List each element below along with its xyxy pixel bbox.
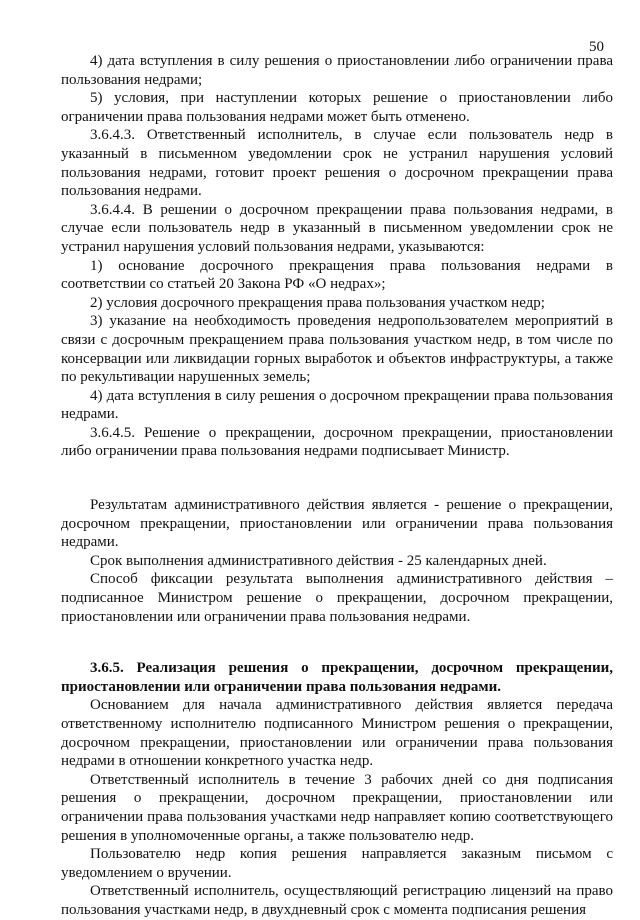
- paragraph: 4) дата вступления в силу решения о досрочном прекращении права пользования недрами.: [61, 387, 613, 423]
- paragraph: 3) указание на необходимость проведения недропользователем мероприятий в связи с досрочным прекращением права пользования участком недр, в том числе по консервации или ликвидации горных выработок и объектов инфраструктуры, а также по рекультивации нарушенных земель;: [61, 313, 613, 386]
- paragraph: Ответственный исполнитель, осуществляющий регистрацию лицензий на право пользования участками недр, в двухдневный срок с момента подписания решения: [61, 883, 613, 918]
- vertical-spacer: [61, 461, 613, 496]
- paragraph: 3.6.4.4. В решении о досрочном прекращении права пользования недрами, в случае если пользователь недр в указанный в письменном уведомлении срок не устранил нарушения условий пользования недрами, указываются:: [61, 201, 613, 255]
- paragraph: Срок выполнения административного действия - 25 календарных дней.: [90, 552, 547, 569]
- paragraph: Пользователю недр копия решения направляется заказным письмом с уведомлением о вручении.: [61, 846, 613, 881]
- paragraph: 1) основание досрочного прекращения права пользования недрами в соответствии со статьей 20 Закона РФ «О недрах»;: [61, 257, 613, 293]
- page-number: 50: [589, 39, 604, 55]
- document-body: [61, 52, 613, 920]
- paragraph: 4) дата вступления в силу решения о приостановлении либо ограничении права пользования недрами;: [61, 53, 613, 88]
- section-heading: 3.6.5. Реализация решения о прекращении, досрочном прекращении, приостановлении или ограничении права пользования недрами.: [61, 660, 613, 695]
- paragraph: 2) условия досрочного прекращения права пользования участком недр;: [90, 294, 545, 311]
- paragraph: Результатам административного действия является - решение о прекращении, досрочном прекращении, приостановлении или ограничении права пользования недрами.: [61, 497, 613, 551]
- paragraph: 3.6.4.5. Решение о прекращении, досрочном прекращении, приостановлении либо ограничении права пользования недрами подписывает Министр.: [61, 424, 613, 460]
- paragraph: Ответственный исполнитель в течение 3 рабочих дней со дня подписания решения о прекращении, досрочном прекращении, приостановлении или ограничении права пользования участками недр направляет копию соответствующего решения в уполномоченные органы, а также пользователю недр.: [61, 771, 613, 844]
- paragraph: 3.6.4.3. Ответственный исполнитель, в случае если пользователь недр в указанный в письменном уведомлении срок не устранил нарушения условий пользования недрами, готовит проект решения о досрочном прекращении права пользования недрами.: [61, 127, 613, 200]
- paragraph: 5) условия, при наступлении которых решение о приостановлении либо ограничении права пользования недрами может быть отменено.: [61, 90, 613, 125]
- paragraph: Основанием для начала административного действия является передача ответственному исполнителю подписанного Министром решения о прекращении, досрочном прекращении, приостановлении или ограничении права пользования недрами в отношении конкретного участка недр.: [61, 697, 613, 770]
- vertical-spacer: [61, 626, 613, 659]
- paragraph: Способ фиксации результата выполнения административного действия – подписанное Министром решение о прекращении, досрочном прекращении, приостановлении или ограничении права пользования недрами.: [61, 571, 613, 625]
